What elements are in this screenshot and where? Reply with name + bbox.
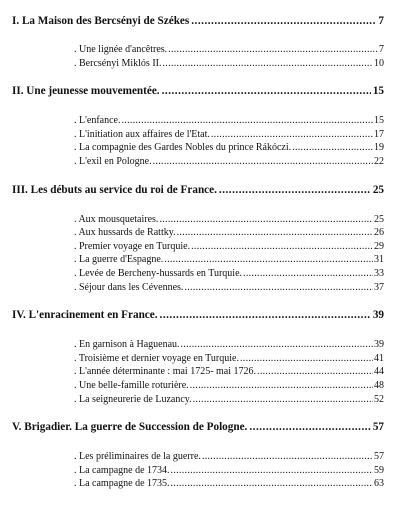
dot-leader bbox=[171, 477, 373, 491]
section-title: . Une belle-famille roturière. bbox=[74, 379, 189, 391]
section-entry bbox=[74, 281, 384, 295]
chapter-title: IV. L'enracinement en France. bbox=[12, 309, 158, 322]
chapter-page-number: 57 bbox=[372, 421, 384, 434]
dot-leader bbox=[257, 365, 373, 379]
section-entry bbox=[74, 338, 384, 352]
dot-leader bbox=[181, 338, 373, 352]
chapter-title: II. Une jeunesse mouvementée. bbox=[12, 85, 160, 98]
section-entry bbox=[74, 128, 384, 142]
section-entry bbox=[74, 477, 384, 491]
section-title: . Aux mousquetaires. bbox=[74, 213, 159, 225]
dot-leader bbox=[122, 114, 374, 128]
section-page-number: 48 bbox=[374, 379, 384, 391]
dot-leader bbox=[240, 352, 373, 366]
section-title: . L'année déterminante : mai 1725- mai 1726. bbox=[74, 366, 257, 378]
section-page-number: 39 bbox=[374, 339, 384, 351]
dot-leader bbox=[168, 43, 378, 57]
section-title: . L'exil en Pologne. bbox=[74, 155, 152, 167]
section-list bbox=[74, 450, 384, 491]
section-entry bbox=[74, 450, 384, 464]
chapter-heading bbox=[12, 183, 384, 198]
dot-leader bbox=[162, 84, 371, 99]
section-page-number: 44 bbox=[374, 366, 384, 378]
section-title: . La compagnie des Gardes Nobles du prince Rákóczi. bbox=[74, 142, 292, 154]
section-entry bbox=[74, 114, 384, 128]
section-page-number: 25 bbox=[374, 213, 384, 225]
section-entry bbox=[74, 57, 384, 71]
section-entry bbox=[74, 393, 384, 407]
section-title: . La campagne de 1734. bbox=[74, 464, 170, 476]
dot-leader bbox=[153, 155, 373, 169]
chapter-1 bbox=[12, 14, 384, 70]
dot-leader bbox=[191, 14, 376, 29]
section-entry bbox=[74, 141, 384, 155]
section-page-number: 26 bbox=[374, 227, 384, 239]
section-page-number: 31 bbox=[374, 254, 384, 266]
section-entry bbox=[74, 226, 384, 240]
dot-leader bbox=[163, 57, 374, 71]
chapter-page-number: 7 bbox=[378, 15, 384, 27]
section-entry bbox=[74, 213, 384, 227]
dot-leader bbox=[171, 464, 373, 478]
section-title: . L'enfance. bbox=[74, 115, 121, 127]
chapter-heading bbox=[12, 14, 384, 29]
section-page-number: 7 bbox=[379, 44, 384, 55]
chapter-page-number: 15 bbox=[372, 85, 384, 98]
section-list bbox=[74, 213, 384, 295]
dot-leader bbox=[177, 226, 373, 240]
section-entry bbox=[74, 379, 384, 393]
section-entry bbox=[74, 240, 384, 254]
section-page-number: 22 bbox=[374, 155, 384, 167]
section-page-number: 52 bbox=[374, 393, 384, 405]
dot-leader bbox=[249, 420, 370, 435]
chapter-title: III. Les débuts au service du roi de France. bbox=[12, 183, 217, 196]
section-entry bbox=[74, 43, 384, 57]
section-title: . Les préliminaires de la guerre. bbox=[74, 451, 201, 463]
section-page-number: 63 bbox=[374, 478, 384, 490]
dot-leader bbox=[159, 213, 373, 227]
section-title: . La seigneurerie de Luzancy. bbox=[74, 393, 192, 405]
dot-leader bbox=[160, 308, 371, 323]
dot-leader bbox=[190, 379, 373, 393]
section-entry bbox=[74, 365, 384, 379]
section-page-number: 17 bbox=[374, 128, 384, 140]
section-title: . En garnison à Haguenau. bbox=[74, 339, 180, 351]
chapter-title: I. La Maison des Bercsényi de Székes bbox=[12, 15, 190, 27]
dot-leader bbox=[292, 141, 373, 155]
chapter-3 bbox=[12, 183, 384, 295]
section-page-number: 37 bbox=[374, 281, 384, 293]
table-of-contents bbox=[12, 14, 384, 491]
dot-leader bbox=[191, 240, 373, 254]
dot-leader bbox=[211, 128, 373, 142]
section-page-number: 15 bbox=[374, 115, 384, 127]
dot-leader bbox=[164, 253, 373, 267]
section-page-number: 57 bbox=[374, 451, 384, 463]
section-title: . La guerre d'Espagne. bbox=[74, 254, 164, 266]
section-entry bbox=[74, 352, 384, 366]
section-entry bbox=[74, 253, 384, 267]
chapter-4 bbox=[12, 308, 384, 406]
section-list bbox=[74, 114, 384, 168]
section-title: . L'initiation aux affaires de l'Etat. bbox=[74, 128, 210, 140]
dot-leader bbox=[243, 267, 373, 281]
section-title: . Troisième et dernier voyage en Turquie. bbox=[74, 352, 239, 364]
dot-leader bbox=[184, 281, 373, 295]
section-title: . Séjour dans les Cévennes. bbox=[74, 281, 184, 293]
chapter-heading bbox=[12, 420, 384, 435]
section-list bbox=[74, 338, 384, 406]
section-entry bbox=[74, 464, 384, 478]
section-title: . La campagne de 1735. bbox=[74, 478, 170, 490]
dot-leader bbox=[193, 393, 373, 407]
chapter-2 bbox=[12, 84, 384, 168]
dot-leader bbox=[219, 183, 371, 198]
section-page-number: 41 bbox=[374, 352, 384, 364]
section-title: . Levée de Bercheny-hussards en Turquie. bbox=[74, 267, 243, 279]
section-page-number: 33 bbox=[374, 267, 384, 279]
chapter-page-number: 39 bbox=[372, 309, 384, 322]
chapter-heading bbox=[12, 84, 384, 99]
section-title: . Aux hussards de Rattky. bbox=[74, 227, 176, 239]
section-page-number: 29 bbox=[374, 240, 384, 252]
dot-leader bbox=[202, 450, 373, 464]
section-entry bbox=[74, 267, 384, 281]
section-page-number: 59 bbox=[374, 464, 384, 476]
section-list bbox=[74, 43, 384, 70]
section-page-number: 19 bbox=[374, 142, 384, 154]
chapter-heading bbox=[12, 308, 384, 323]
chapter-5 bbox=[12, 420, 384, 491]
chapter-title: V. Brigadier. La guerre de Succession de Pologne. bbox=[12, 421, 248, 434]
section-title: . Une lignée d'ancêtres. bbox=[74, 44, 168, 55]
section-entry bbox=[74, 155, 384, 169]
section-page-number: 10 bbox=[374, 57, 384, 69]
chapter-page-number: 25 bbox=[372, 183, 384, 196]
section-title: . Premier voyage en Turquie. bbox=[74, 240, 191, 252]
section-title: . Bercsényi Miklós II. bbox=[74, 57, 162, 69]
